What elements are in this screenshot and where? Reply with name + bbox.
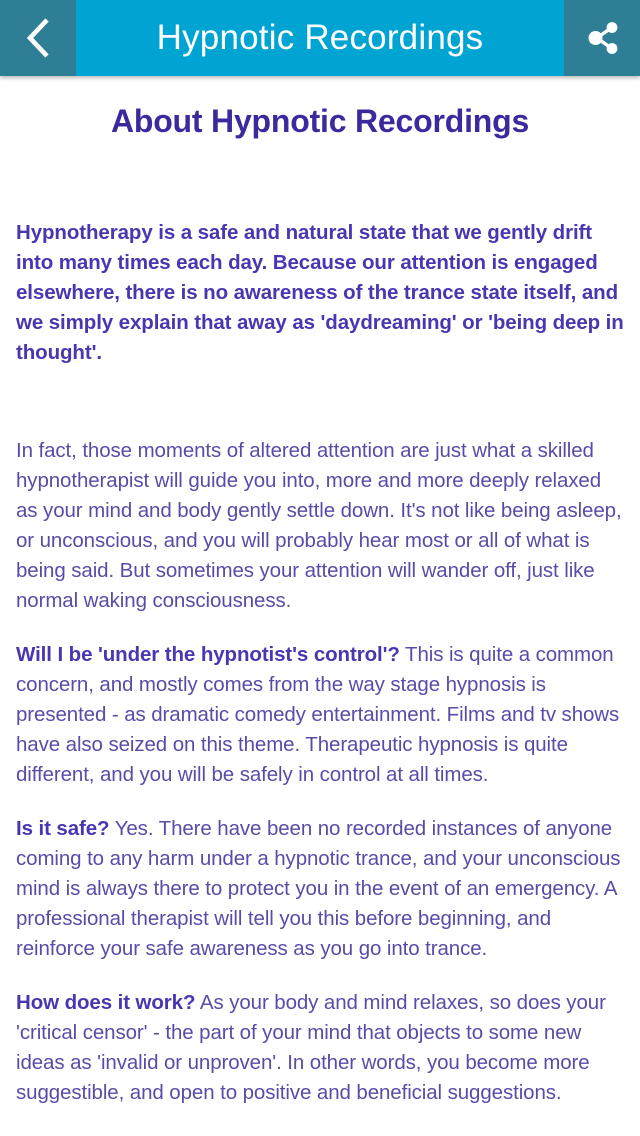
paragraph-text: Yes. There have been no recorded instances of anyone coming to any harm under a hypnotic trance, and your unconscious mind is always there to protect you in the event of an emergency. A professional therapist will tell you this before beginning, and reinforce your safe awareness as you go into trance.: [16, 817, 621, 961]
share-nodes-icon: [583, 19, 621, 57]
page-header-title: Hypnotic Recordings: [156, 18, 484, 57]
paragraph-lead: How does it work?: [16, 991, 196, 1015]
body-paragraph: [16, 988, 624, 1108]
body-paragraph: [16, 640, 624, 790]
body-paragraph: [16, 814, 624, 964]
article-content: [0, 76, 640, 1136]
share-button[interactable]: [564, 0, 640, 76]
paragraph-text: This is quite a common concern, and mostly comes from the way stage hypnosis is presented - as dramatic comedy entertainment. Films and tv shows have also seized on this theme. Therapeutic hypnosis is quite different, and you will be safely in control at all times.: [16, 643, 620, 787]
app-header: [0, 0, 640, 76]
paragraph-text: As your body and mind relaxes, so does your 'critical censor' - the part of your mind that objects to some new ideas as 'invalid or unproven'. In other words, you become more suggestible, and open to positive and beneficial suggestions.: [16, 991, 606, 1105]
header-title-container: [76, 0, 564, 76]
back-button[interactable]: [0, 0, 76, 76]
body-paragraph: [16, 436, 624, 616]
paragraph-lead: Will I be 'under the hypnotist's control'?: [16, 643, 400, 667]
intro-paragraph: Hypnotherapy is a safe and natural state that we gently drift into many times each day. Because our attention is engaged elsewhere, there is no awareness of the trance state itself, and we simply explain that away as 'daydreaming' or 'being deep in thought'.: [16, 221, 624, 365]
page-title: About Hypnotic Recordings: [110, 103, 530, 139]
chevron-left-icon: [23, 16, 53, 60]
paragraph-lead: Is it safe?: [16, 817, 110, 841]
paragraph-text: In fact, those moments of altered attention are just what a skilled hypnotherapist will guide you into, more and more deeply relaxed as your mind and body gently settle down. It's not like being asleep, or unconscious, and you will probably hear most or all of what is being said. But sometimes your attention will wander off, just like normal waking consciousness.: [16, 439, 622, 613]
